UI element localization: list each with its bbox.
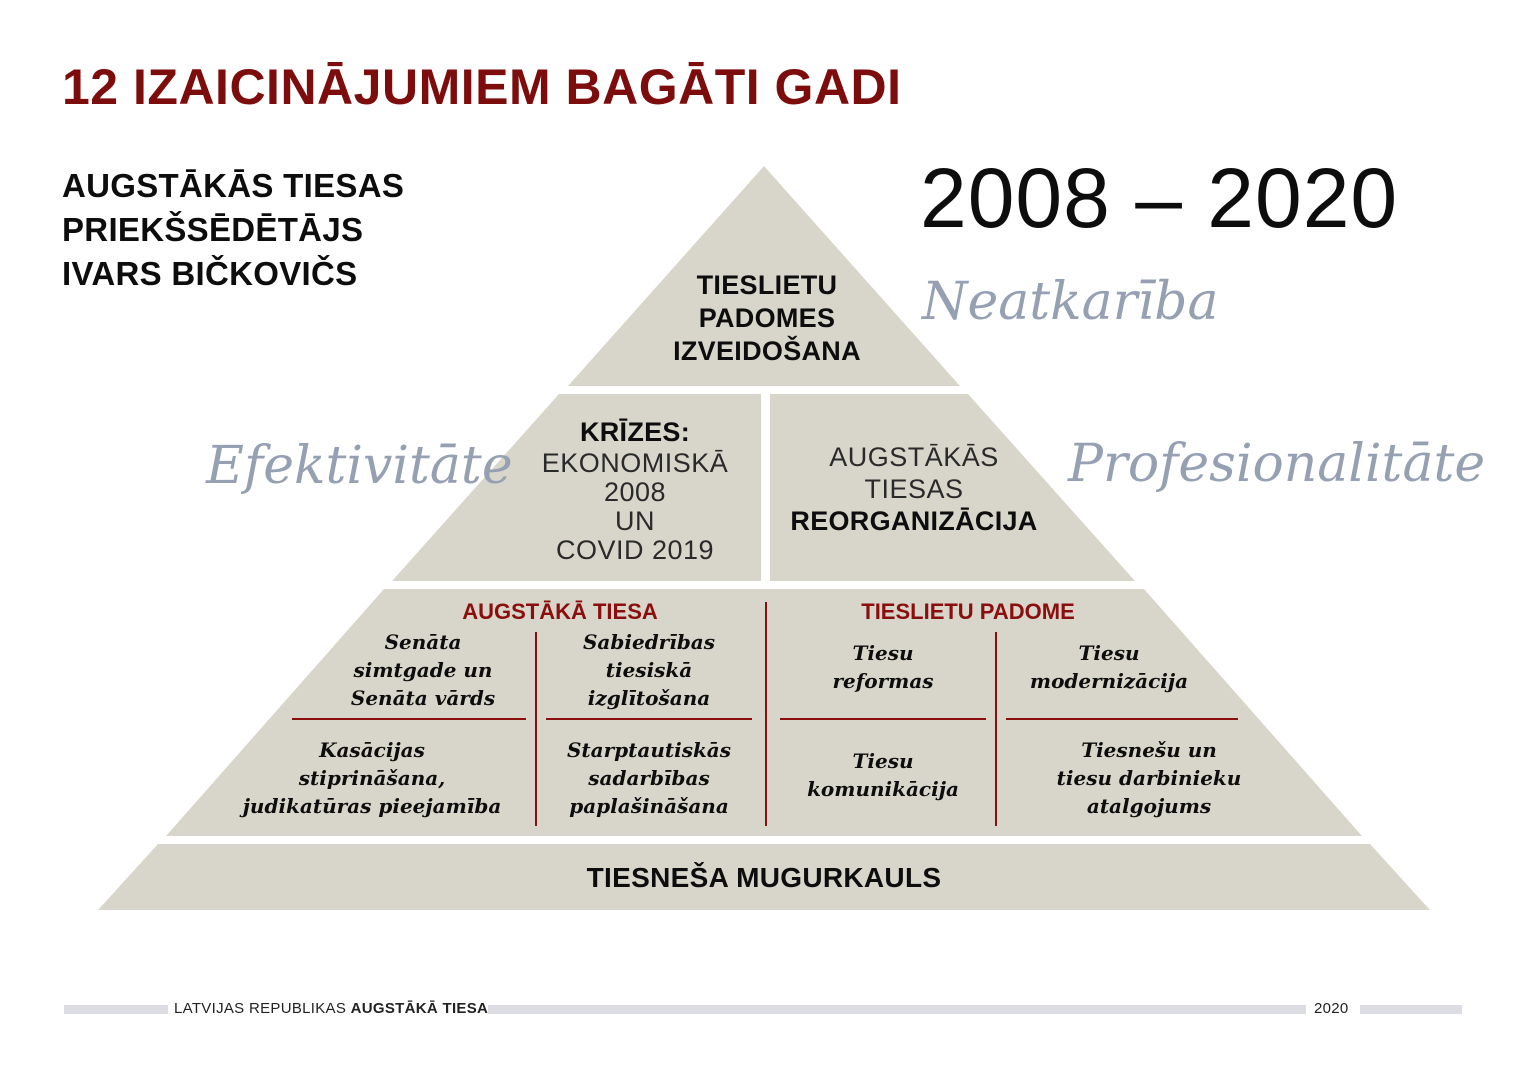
footer-year: 2020: [1314, 1000, 1349, 1017]
apex-text: [614, 269, 920, 368]
apex-line: IZVEIDOŠANA: [673, 336, 861, 366]
value-efficiency: Efektivitāte: [206, 436, 513, 496]
value-independence: Neatkarība: [922, 272, 1219, 332]
footer-rule-middle: [488, 1005, 1306, 1014]
period-years: 2008 – 2020: [920, 151, 1399, 245]
base-text: TIESNEŠA MUGURKAULS: [586, 862, 942, 893]
cell-line: izglītošana: [587, 686, 711, 710]
footer-org-prefix: LATVIJAS REPUBLIKAS: [174, 1000, 347, 1017]
supreme-court-cell: [310, 628, 536, 712]
cell-line: stiprināšana,: [298, 766, 446, 790]
footer-rule-left: [64, 1005, 168, 1014]
judicial-council-cell: [1026, 736, 1272, 820]
supreme-court-cell: [536, 628, 762, 712]
judicial-council-cell: [770, 747, 996, 803]
crisis-line: COVID 2019: [555, 535, 715, 565]
crisis-heading: KRĪZES:: [579, 417, 691, 447]
judicial-council-heading: TIESLIETU PADOME: [861, 599, 1075, 624]
author-line-3: IVARS BIČKOVIČS: [62, 255, 358, 292]
cell-line: tiesu darbinieku: [1056, 766, 1242, 790]
crisis-text: [520, 416, 750, 565]
reorg-line: TIESAS: [864, 474, 964, 504]
page-title: 12 IZAICINĀJUMIEM BAGĀTI GADI: [62, 59, 902, 115]
reorg-line: AUGSTĀKĀS: [829, 442, 999, 472]
author-line-2: PRIEKŠSĒDĒTĀJS: [62, 211, 364, 248]
cell-line: Tiesu: [1078, 641, 1140, 665]
cell-line: Tiesu: [852, 749, 914, 773]
cell-line: reformas: [832, 669, 934, 693]
cell-line: Tiesnešu un: [1081, 738, 1217, 762]
cell-line: atalgojums: [1086, 794, 1212, 818]
value-professionalism: Profesionalitāte: [1068, 434, 1486, 494]
supreme-court-heading: AUGSTĀKĀ TIESA: [462, 599, 658, 624]
crisis-line: EKONOMISKĀ: [541, 448, 729, 478]
reorg-bold: REORGANIZĀCIJA: [790, 506, 1038, 536]
judicial-council-cell: [770, 639, 996, 695]
apex-line: PADOMES: [698, 303, 836, 333]
cell-line: Tiesu: [852, 641, 914, 665]
cell-line: Starptautiskās: [566, 738, 732, 762]
cell-line: simtgade un: [353, 658, 493, 682]
cell-line: komunikācija: [807, 777, 959, 801]
cell-line: sadarbības: [588, 766, 710, 790]
cell-line: Sabiedrības: [582, 630, 716, 654]
footer-org: [174, 1000, 488, 1017]
supreme-court-cell: [232, 736, 512, 820]
cell-line: judikatūras pieejamība: [242, 794, 502, 818]
author-line-1: AUGSTĀKĀS TIESAS: [62, 167, 405, 204]
reorg-text: [774, 441, 1054, 538]
apex-line: TIESLIETU: [696, 270, 838, 300]
crisis-line: 2008: [603, 477, 667, 507]
cell-line: Kasācijas: [319, 738, 425, 762]
footer-org-bold: AUGSTĀKĀ TIESA: [350, 1000, 489, 1017]
cell-line: modernizācija: [1029, 669, 1189, 693]
footer-rule-right: [1360, 1005, 1462, 1014]
cell-line: Senāta: [384, 630, 462, 654]
judicial-council-cell: [996, 639, 1222, 695]
cell-line: paplašināšana: [569, 794, 729, 818]
cell-line: tiesiskā: [605, 658, 693, 682]
supreme-court-cell: [536, 736, 762, 820]
cell-line: Senāta vārds: [350, 686, 496, 710]
crisis-line: UN: [615, 506, 655, 536]
